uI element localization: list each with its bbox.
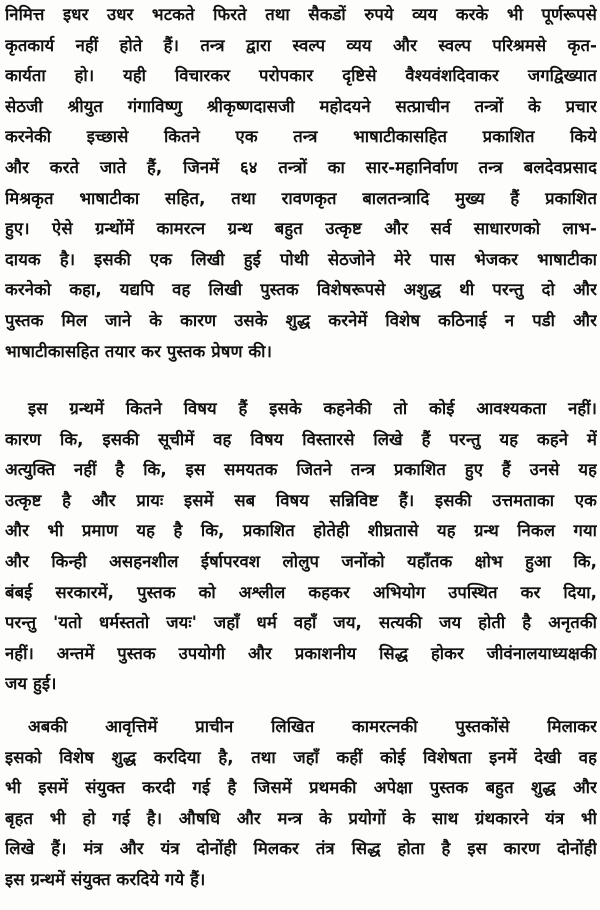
text-line: इस ग्रन्थमें कितने विषय हैं इसके कहनेकी तो कोई आवश्यकता नहीं। (28, 399, 597, 418)
text-line: करनेको कहा, यद्यपि वह लिखी पुस्तक विशेषरूपसे अशुद्ध थी परन्तु दो और (5, 280, 597, 300)
text-line: इस ग्रन्थमें संयुक्त करदिये गये हैं। (5, 869, 206, 889)
text-line: और करते जाते हैं, जिनमें ६४ तन्त्रों का सार-महानिर्वाण तन्त्र बलदेवप्रसाद (5, 157, 597, 177)
text-line: जय हुई। (5, 674, 57, 694)
paragraph-3 (5, 712, 597, 896)
text-line: बंबई सरकारमें, पुस्तक को अश्लील कहकर अभियोग उपस्थित कर दिया, (5, 582, 597, 602)
text-line: निमित्त इधर उधर भटकते फिरते तथा सैकडों रुपये व्यय करके भी पूर्णरूपसे (5, 5, 597, 24)
text-line: अत्युक्ति नहीं है कि, इस समयतक जितने तन्त्र प्रकाशित हुए हैं उनसे यह (5, 460, 597, 480)
text-line: कृतकार्य नहीं होते हैं। तन्त्र द्वारा स्वल्प व्यय और स्वल्प परिश्रमसे कृत- (5, 35, 597, 55)
text-line: पुस्तक मिल जाने के कारण उसके शुद्ध करनेमें विशेष कठिनाई न पडी और (5, 310, 597, 330)
text-line: कारण कि, इसकी सूचीमें वह विषय विस्तारसे लिखे हैं परन्तु यह कहने में (5, 429, 597, 449)
text-line: और भी प्रमाण यह है कि, प्रकाशित होतेही शीघ्रतासे यह ग्रन्थ निकल गया (5, 521, 597, 541)
text-line: कार्यता हो। यही विचारकर परोपकार दृष्टिसे वैश्यवंशदिवाकर जगद्विख्यात (5, 66, 597, 86)
text-line: हुए। ऐसे ग्रन्थोंमें कामरत्न ग्रन्थ बहुत उत्कृष्ट और सर्व साधारणको लाभ- (5, 219, 597, 239)
text-line: अबकी आवृत्तिमें प्राचीन लिखित कामरत्नकी पुस्तकोंसे मिलाकर (28, 717, 597, 736)
paragraph-1 (5, 0, 597, 367)
text-line: मिश्रकृत भाषाटीका सहित, तथा रावणकृत बालतन्त्रादि मुख्य हैं प्रकाशित (5, 188, 597, 208)
text-line: इसको विशेष शुद्ध करदिया है, तथा जहाँ कहीं कोई विशेषता इनमें देखी वह (5, 747, 597, 767)
text-line: करनेकी इच्छासे कितने एक तन्त्र भाषाटीकासहित प्रकाशित किये (5, 127, 597, 147)
text-line: बृहत भी हो गई है। औषधि और मन्त्र के प्रयोगों के साथ ग्रंथकारने यंत्र भी (5, 808, 597, 828)
text-line: उत्कृष्ट है और प्रायः इसमें सब विषय सन्निविष्ट हैं। इसकी उत्तमताका एक (5, 490, 597, 510)
paragraph-2 (5, 394, 597, 700)
text-line: भी इसमें संयुक्त करदी गई है जिसमें प्रथमकी अपेक्षा पुस्तक बहुत शुद्ध और (5, 778, 597, 798)
text-line: दायक है। इसकी एक लिखी हुई पोथी सेठजोने मेरे पास भेजकर भाषाटीका (5, 249, 597, 269)
text-line: और किन्ही असहनशील ईर्षापरवश लोलुप जनोंको यहाँतक क्षोभ हुआ कि, (5, 551, 597, 571)
text-line: नहीं। अन्तमें पुस्तक उपयोगी और प्रकाशनीय सिद्ध होकर जीवंनालयाध्यक्षकी (5, 643, 597, 663)
text-line: सेठजी श्रीयुत गंगाविष्णु श्रीकृष्णदासजी महोदयने सत्प्राचीन तन्त्रों के प्रचार (5, 96, 597, 116)
text-line: लिखे हैं। मंत्र और यंत्र दोनोंही मिलकर तंत्र सिद्ध होता है इस कारण दोनोंही (5, 839, 597, 859)
text-line: परन्तु 'यतो धर्मस्ततो जयः' जहाँ धर्म वहाँ जय, सत्यकी जय होती है अनृतकी (5, 613, 597, 633)
text-line: भाषाटीकासहित तयार कर पुस्तक प्रेषण की। (5, 341, 272, 361)
